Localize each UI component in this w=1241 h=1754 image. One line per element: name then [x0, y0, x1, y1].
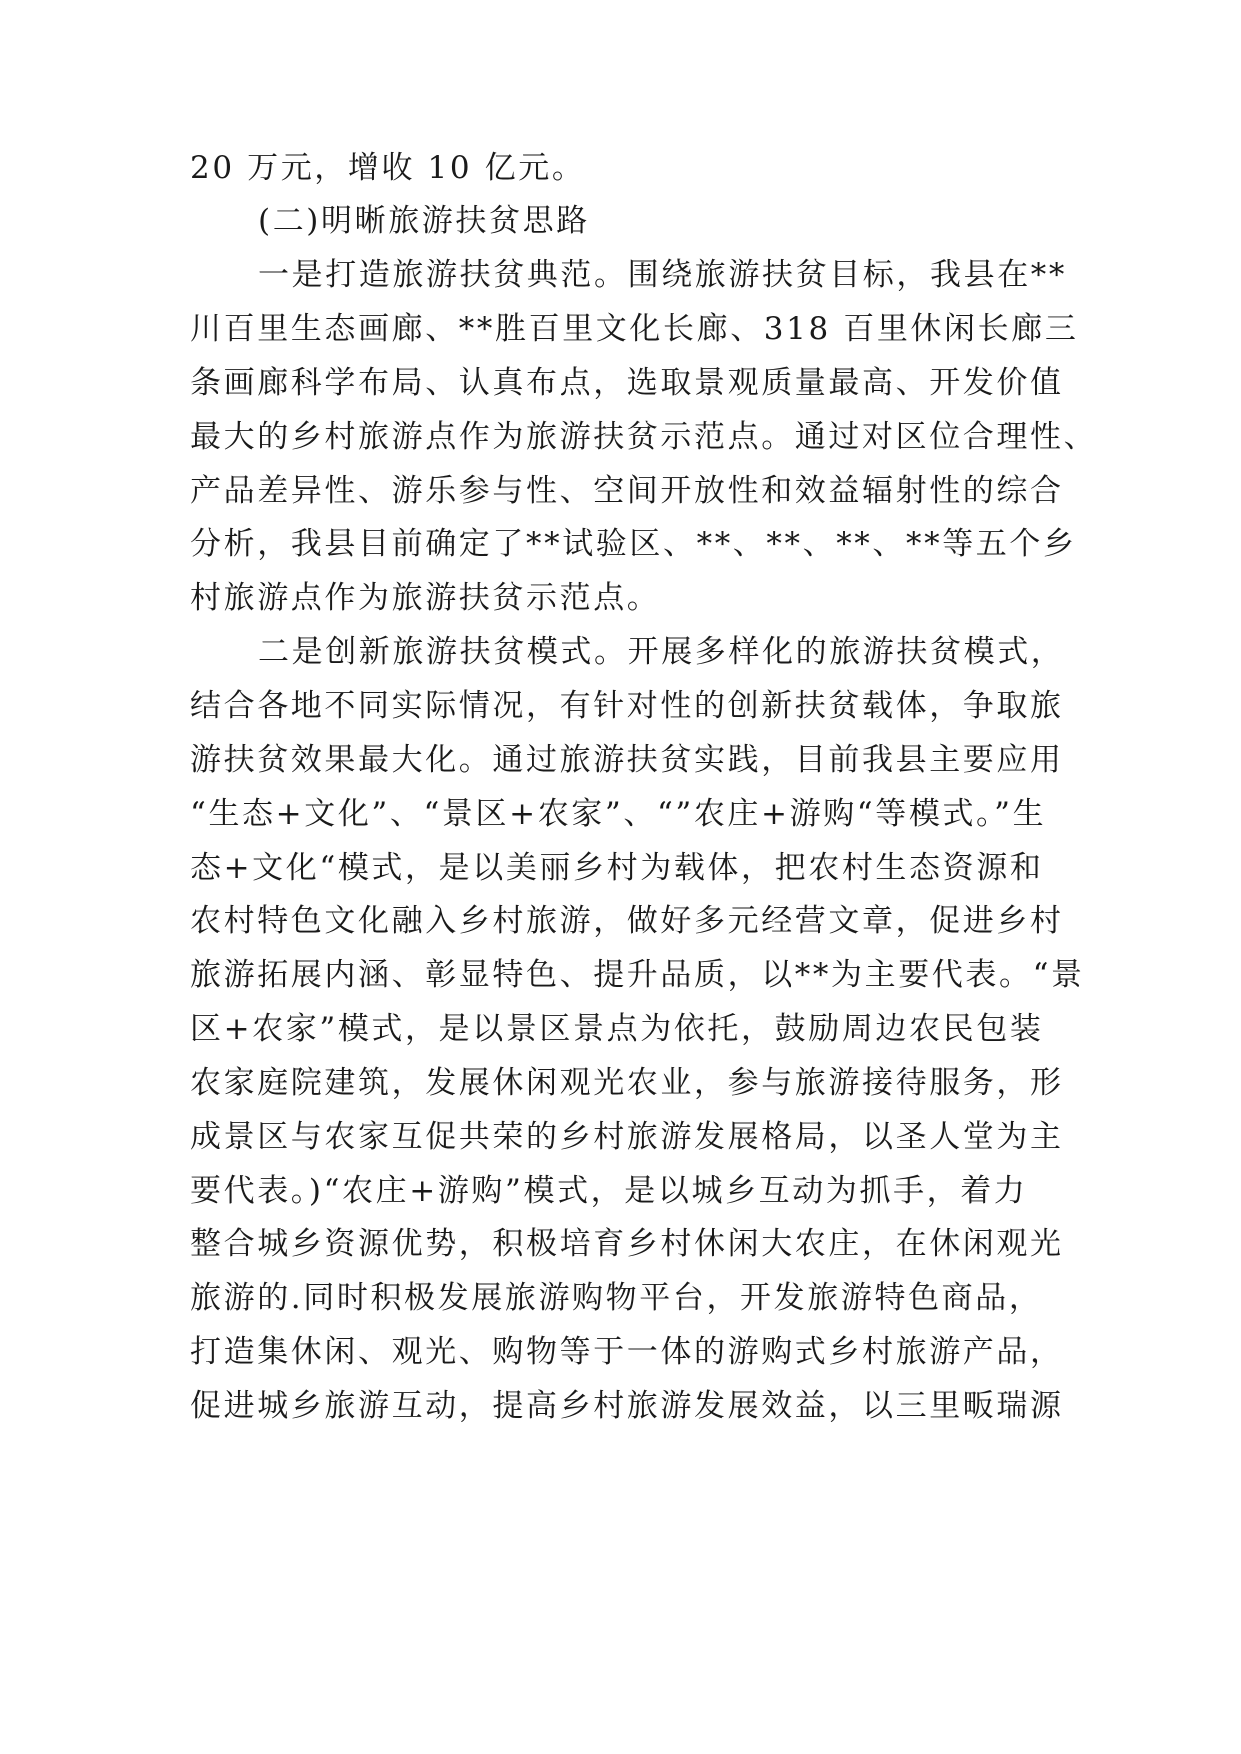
text-line: 旅游拓展内涵、彰显特色、提升品质，以**为主要代表。“景 [190, 957, 1085, 993]
text-line: 游扶贫效果最大化。通过旅游扶贫实践，目前我县主要应用 [190, 742, 1064, 778]
text-line: 农村特色文化融入乡村旅游，做好多元经营文章，促进乡村 [190, 903, 1064, 939]
text-line: 分析，我县目前确定了**试验区、**、**、**、**等五个乡 [190, 526, 1077, 562]
section-heading: (二)明晰旅游扶贫思路 [258, 203, 590, 239]
text-line: 产品差异性、游乐参与性、空间开放性和效益辐射性的综合 [190, 473, 1064, 509]
text-line: 农家庭院建筑，发展休闲观光农业，参与旅游接待服务，形 [190, 1065, 1064, 1101]
text-line: 成景区与农家互促共荣的乡村旅游发展格局，以圣人堂为主 [190, 1119, 1064, 1155]
text-line: 结合各地不同实际情况，有针对性的创新扶贫载体，争取旅 [190, 688, 1064, 724]
text-line: 旅游的.同时积极发展旅游购物平台，开发旅游特色商品， [190, 1280, 1043, 1316]
text-line: 村旅游点作为旅游扶贫示范点。 [190, 580, 661, 616]
text-line: 一是打造旅游扶贫典范。围绕旅游扶贫目标，我县在** [258, 257, 1067, 293]
text-line: 整合城乡资源优势，积极培育乡村休闲大农庄，在休闲观光 [190, 1226, 1064, 1262]
text-line: 区+农家”模式，是以景区景点为依托，鼓励周边农民包装 [190, 1011, 1044, 1047]
text-line: 态+文化“模式，是以美丽乡村为载体，把农村生态资源和 [190, 850, 1044, 886]
text-line: 二是创新旅游扶贫模式。开展多样化的旅游扶贫模式， [258, 634, 1065, 670]
text-line: 20 万元，增收 10 亿元。 [190, 150, 586, 186]
text-line: 要代表。)“农庄+游购”模式，是以城乡互动为抓手，着力 [190, 1173, 1028, 1209]
text-line: 条画廊科学布局、认真布点，选取景观质量最高、开发价值 [190, 365, 1064, 401]
text-line: “生态+文化”、“景区+农家”、“”农庄+游购“等模式。”生 [190, 796, 1047, 832]
text-line: 打造集休闲、观光、购物等于一体的游购式乡村旅游产品， [190, 1334, 1064, 1370]
text-line: 川百里生态画廊、**胜百里文化长廊、318 百里休闲长廊三 [190, 311, 1079, 347]
text-line: 最大的乡村旅游点作为旅游扶贫示范点。通过对区位合理性、 [190, 419, 1098, 455]
text-line: 促进城乡旅游互动，提高乡村旅游发展效益，以三里畈瑞源 [190, 1388, 1064, 1424]
